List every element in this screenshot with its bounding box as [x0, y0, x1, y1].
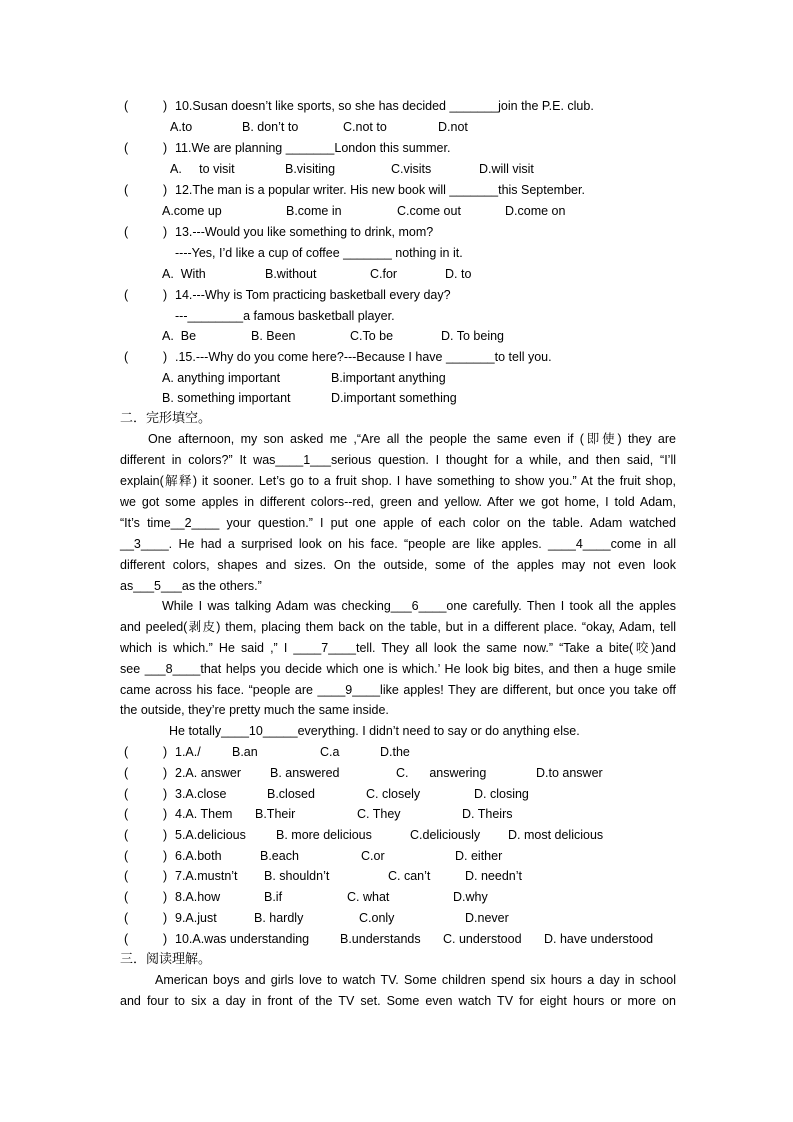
question-stem: 13.---Would you like something to drink, mom? [175, 225, 434, 239]
answer-option: A. Be [162, 329, 197, 343]
cloze-option: D. most delicious [508, 828, 604, 842]
passage-line: While I was talking Adam was checking___6____one carefully. Then I took all the apples [162, 599, 676, 613]
cloze-option-a: 8.A.how [175, 890, 221, 904]
passage-line: __3____. He had a surprised look on his face. “people are like apples. ____4____come in all [120, 537, 676, 551]
answer-option: D. to [445, 267, 472, 281]
answer-option: A.to [170, 120, 193, 134]
question-paren-close: ) [163, 890, 168, 904]
answer-option: C.To be [350, 329, 394, 343]
passage-line: different colors, shapes and sizes. On the outside, some of the apples may not even look [120, 558, 676, 572]
answer-option: B. something important [162, 391, 291, 405]
cloze-option: C. understood [443, 932, 522, 946]
cloze-option: B. more delicious [276, 828, 372, 842]
answer-option: D.not [438, 120, 468, 134]
question-paren-open: ( [124, 745, 129, 759]
question-paren-close: ) [163, 141, 168, 155]
cloze-option-a: 6.A.both [175, 849, 222, 863]
cloze-option: B.understands [340, 932, 421, 946]
question-paren-close: ) [163, 869, 168, 883]
question-paren-open: ( [124, 932, 129, 946]
question-paren-open: ( [124, 828, 129, 842]
cloze-option: C. what [347, 890, 390, 904]
cloze-option: D.why [453, 890, 488, 904]
answer-option: A. to visit [170, 162, 235, 176]
question-paren-close: ) [163, 911, 168, 925]
answer-option: B.visiting [285, 162, 336, 176]
question-continuation: ---________a famous basketball player. [175, 309, 395, 323]
answer-option: B.come in [286, 204, 342, 218]
passage-line: as___5___as the others.” [120, 579, 262, 593]
answer-option: B. Been [251, 329, 296, 343]
answer-option: C.for [370, 267, 398, 281]
cloze-option: D.to answer [536, 766, 603, 780]
question-stem: 12.The man is a popular writer. His new book will _______this September. [175, 183, 585, 197]
question-paren-open: ( [124, 807, 129, 821]
question-paren-close: ) [163, 183, 168, 197]
passage-line: we got some apples in different colors--red, green and yellow. After we got home, I told Adam, [120, 495, 676, 509]
cloze-option-a: 9.A.just [175, 911, 217, 925]
answer-option: B.important anything [331, 371, 446, 385]
question-paren-open: ( [124, 890, 129, 904]
cloze-option: C. They [357, 807, 401, 821]
question-paren-close: ) [163, 787, 168, 801]
question-paren-open: ( [124, 350, 129, 364]
question-paren-close: ) [163, 745, 168, 759]
cloze-option: B. hardly [254, 911, 304, 925]
passage-line: the outside, they’re pretty much the same inside. [120, 703, 389, 717]
cloze-option: B.closed [267, 787, 315, 801]
cloze-option: D. Theirs [462, 807, 513, 821]
cloze-option: C.deliciously [410, 828, 481, 842]
cloze-option: C.a [320, 745, 340, 759]
question-paren-close: ) [163, 807, 168, 821]
cloze-option: B. shouldn’t [264, 869, 330, 883]
cloze-option-a: 2.A. answer [175, 766, 242, 780]
answer-option: D.important something [331, 391, 457, 405]
question-paren-open: ( [124, 911, 129, 925]
section-title-cloze: 二．完形填空。 [120, 410, 212, 425]
passage-line: “It’s time__2____ your question.” I put one apple of each color on the table. Adam watched [120, 516, 676, 530]
question-paren-open: ( [124, 141, 129, 155]
answer-option: C.not to [343, 120, 387, 134]
passage-line: different in colors?” It was____1___serious question. I thought for a while, and then said, “I’ll [120, 453, 676, 467]
answer-option: C.come out [397, 204, 461, 218]
cloze-option: B.each [260, 849, 299, 863]
passage-line: came across his face. “people are ____9____like apples! They are different, but once you take off [120, 683, 676, 697]
cloze-option: C. can’t [388, 869, 431, 883]
reading-line: American boys and girls love to watch TV. Some children spend six hours a day in school [155, 973, 676, 987]
cloze-option-a: 3.A.close [175, 787, 227, 801]
answer-option: A.come up [162, 204, 222, 218]
question-paren-open: ( [124, 183, 129, 197]
question-paren-open: ( [124, 288, 129, 302]
answer-option: D. To being [441, 329, 505, 343]
answer-option: B. don’t to [242, 120, 299, 134]
question-stem: 10.Susan doesn’t like sports, so she has decided _______join the P.E. club. [175, 99, 594, 113]
question-stem: .15.---Why do you come here?---Because I have _______to tell you. [175, 350, 552, 364]
cloze-option: D. have understood [544, 932, 654, 946]
cloze-option-a: 10.A.was understanding [175, 932, 310, 946]
cloze-option: B. answered [270, 766, 340, 780]
question-paren-close: ) [163, 932, 168, 946]
answer-option: D.come on [505, 204, 566, 218]
cloze-option: C.or [361, 849, 385, 863]
cloze-option-a: 7.A.mustn’t [175, 869, 238, 883]
question-continuation: ----Yes, I’d like a cup of coffee _______ nothing in it. [175, 246, 463, 260]
passage-line: explain(解释) it sooner. Let’s go to a fruit shop. I have something to show you.” At the fruit shop, [120, 474, 676, 488]
question-paren-open: ( [124, 99, 129, 113]
question-paren-open: ( [124, 869, 129, 883]
passage-line: and peeled(剥皮) them, placing them back on the table, but in a different place. “okay, Adam, tell [120, 620, 676, 634]
question-paren-close: ) [163, 288, 168, 302]
cloze-option: B.an [232, 745, 258, 759]
passage-line: He totally____10_____everything. I didn’t need to say or do anything else. [169, 724, 580, 738]
reading-line: and four to six a day in front of the TV set. Some even watch TV for eight hours or more on [120, 994, 676, 1008]
cloze-option-a: 1.A./ [175, 745, 201, 759]
question-paren-close: ) [163, 350, 168, 364]
question-paren-close: ) [163, 849, 168, 863]
cloze-option: D. either [455, 849, 503, 863]
question-paren-close: ) [163, 766, 168, 780]
cloze-option: B.Their [255, 807, 296, 821]
passage-line: which is which.” He said ,” I ____7____tell. They all look the same now.” “Take a bite(咬)and [120, 641, 676, 655]
question-paren-close: ) [163, 828, 168, 842]
cloze-option: C. answering [396, 766, 487, 780]
cloze-option-a: 4.A. Them [175, 807, 233, 821]
cloze-option: D. closing [474, 787, 529, 801]
passage-line: see ___8____that helps you decide which one is which.’ He look big bites, and then a huge smile [120, 662, 676, 676]
question-paren-open: ( [124, 766, 129, 780]
cloze-option: D. needn’t [465, 869, 522, 883]
question-paren-open: ( [124, 849, 129, 863]
question-stem: 14.---Why is Tom practicing basketball every day? [175, 288, 451, 302]
section-title-reading: 三．阅读理解。 [120, 951, 212, 966]
question-paren-open: ( [124, 787, 129, 801]
answer-option: D.will visit [479, 162, 534, 176]
cloze-option: C.only [359, 911, 395, 925]
answer-option: A. With [162, 267, 206, 281]
question-stem: 11.We are planning _______London this summer. [175, 141, 451, 155]
answer-option: C.visits [391, 162, 432, 176]
cloze-option: C. closely [366, 787, 421, 801]
question-paren-close: ) [163, 99, 168, 113]
question-paren-close: ) [163, 225, 168, 239]
cloze-option: D.never [465, 911, 509, 925]
cloze-option-a: 5.A.delicious [175, 828, 246, 842]
answer-option: A. anything important [162, 371, 281, 385]
cloze-option: D.the [380, 745, 410, 759]
cloze-option: B.if [264, 890, 283, 904]
question-paren-open: ( [124, 225, 129, 239]
answer-option: B.without [265, 267, 317, 281]
passage-line: One afternoon, my son asked me ,“Are all the people the same even if (即使) they are [148, 432, 676, 446]
